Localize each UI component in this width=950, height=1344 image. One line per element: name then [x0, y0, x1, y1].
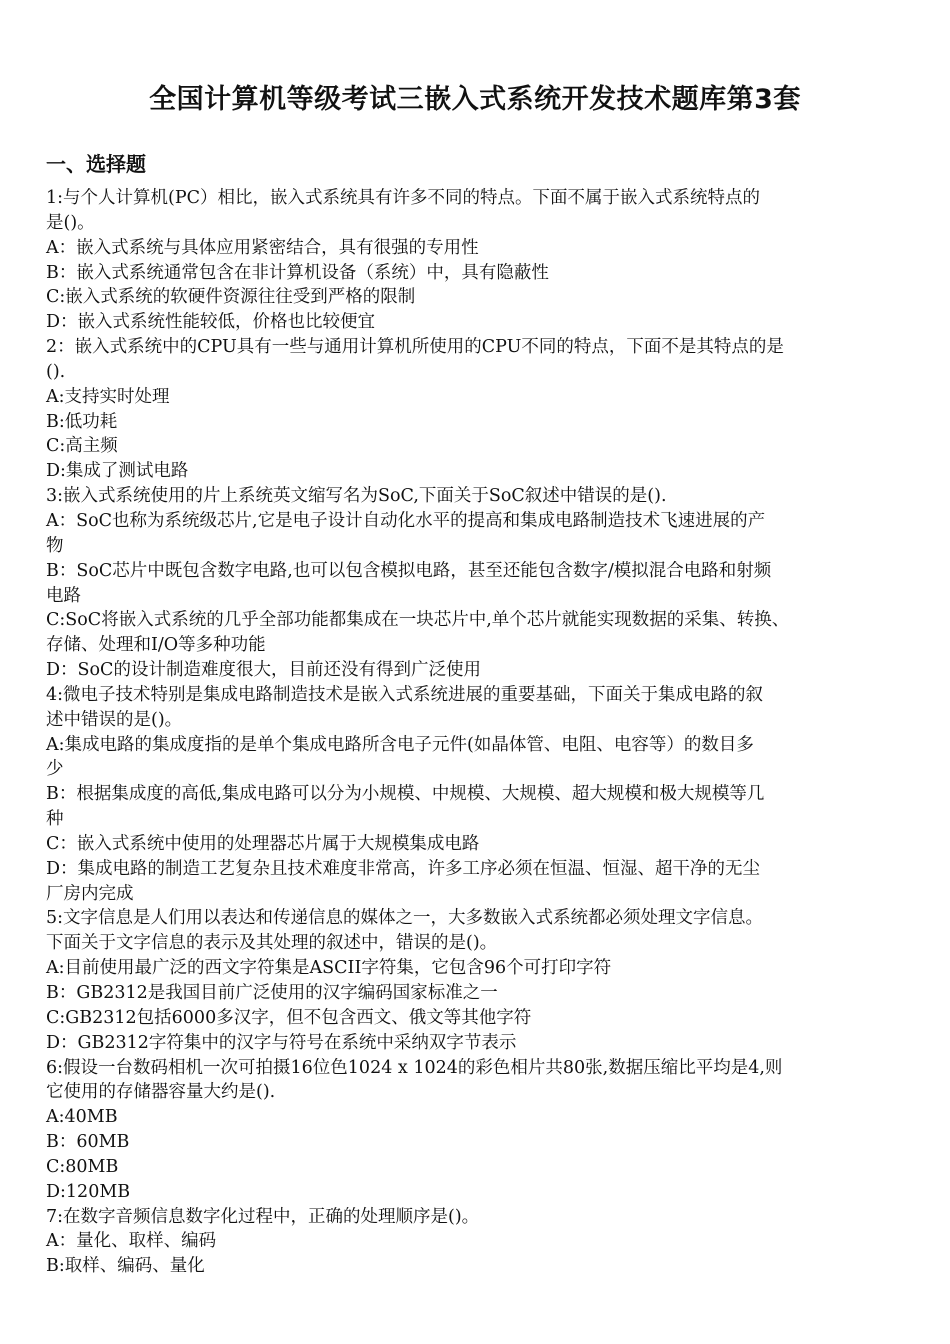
- text-line: 1:与个人计算机(PC）相比，嵌入式系统具有许多不同的特点。下面不属于嵌入式系统特点的: [46, 188, 761, 208]
- text-line: C:SoC将嵌入式系统的几乎全部功能都集成在一块芯片中,单个芯片就能实现数据的采集、转换、: [46, 610, 790, 631]
- text-line: D：集成电路的制造工艺复杂且技术难度非常高，许多工序必须在恒温、恒湿、超干净的无尘: [46, 858, 761, 879]
- text-line: D：SoC的设计制造难度很大，目前还没有得到广泛使用: [46, 660, 481, 681]
- text-line: 存储、处理和I/O等多种功能: [46, 635, 266, 656]
- text-line: D:120MB: [46, 1181, 131, 1202]
- document-title: 全国计算机等级考试三嵌入式系统开发技术题库第3套: [149, 84, 801, 115]
- text-line: A：SoC也称为系统级芯片,它是电子设计自动化水平的提高和集成电路制造技术飞速进展的产: [46, 510, 766, 531]
- text-line: B：60MB: [46, 1132, 130, 1153]
- text-line: 7:在数字音频信息数字化过程中，正确的处理顺序是()。: [46, 1206, 480, 1227]
- text-line: ().: [46, 361, 66, 382]
- text-line: A:支持实时处理: [46, 386, 170, 407]
- text-line: 述中错误的是()。: [46, 709, 183, 730]
- text-line: B：GB2312是我国目前广泛使用的汉字编码国家标准之一: [46, 983, 498, 1003]
- text-line: 少: [46, 759, 64, 780]
- text-line: C:80MB: [46, 1156, 119, 1177]
- text-line: 2：嵌入式系统中的CPU具有一些与通用计算机所使用的CPU不同的特点，下面不是其特点的是: [46, 337, 784, 358]
- text-line: D:集成了测试电路: [46, 461, 189, 482]
- text-line: A：嵌入式系统与具体应用紧密结合，具有很强的专用性: [46, 237, 479, 258]
- text-line: D：嵌入式系统性能较低，价格也比较便宜: [46, 312, 376, 333]
- text-line: 3:嵌入式系统使用的片上系统英文缩写名为SoC,下面关于SoC叙述中错误的是().: [46, 486, 667, 507]
- text-line: C:嵌入式系统的软硬件资源往往受到严格的限制: [46, 287, 416, 308]
- text-line: B：SoC芯片中既包含数字电路,也可以包含模拟电路，甚至还能包含数字/模拟混合电路和射频: [46, 560, 772, 581]
- text-line: 种: [46, 809, 64, 830]
- text-line: D：GB2312字符集中的汉字与符号在系统中采纳双字节表示: [46, 1032, 517, 1053]
- text-line: B：根据集成度的高低,集成电路可以分为小规模、中规模、大规模、超大规模和极大规模等几: [46, 784, 765, 805]
- text-line: C：嵌入式系统中使用的处理器芯片属于大规模集成电路: [46, 833, 480, 854]
- text-line: 5:文字信息是人们用以表达和传递信息的媒体之一，大多数嵌入式系统都必须处理文字信息。: [46, 908, 764, 929]
- text-line: 4:微电子技术特别是集成电路制造技术是嵌入式系统进展的重要基础，下面关于集成电路的叙: [46, 684, 764, 705]
- text-line: C:GB2312包括6000多汉字，但不包含西文、俄文等其他字符: [46, 1007, 532, 1028]
- text-line: C:高主频: [46, 436, 118, 457]
- text-line: A:40MB: [46, 1107, 118, 1128]
- text-line: B:低功耗: [46, 411, 118, 432]
- text-line: 下面关于文字信息的表示及其处理的叙述中，错误的是()。: [46, 933, 498, 954]
- text-line: B：嵌入式系统通常包含在非计算机设备（系统）中，具有隐蔽性: [46, 262, 549, 283]
- question-list: [46, 186, 916, 1279]
- text-line: B:取样、编码、量化: [46, 1256, 205, 1277]
- text-line: A：量化、取样、编码: [46, 1231, 217, 1252]
- text-line: 厂房内完成: [46, 883, 134, 904]
- text-line: A:集成电路的集成度指的是单个集成电路所含电子元件(如晶体管、电阻、电容等）的数目多: [46, 734, 754, 755]
- text-line: 物: [46, 535, 64, 556]
- text-line: 电路: [46, 585, 81, 606]
- text-line: 6:假设一台数码相机一次可拍摄16位色1024 x 1024的彩色相片共80张,数据压缩比平均是4,则: [46, 1057, 783, 1078]
- text-line: 它使用的存储器容量大约是().: [46, 1082, 276, 1103]
- text-line: A:目前使用最广泛的西文字符集是ASCII字符集，它包含96个可打印字符: [46, 958, 612, 979]
- text-line: 是()。: [46, 212, 95, 233]
- section-heading: 一、选择题: [46, 152, 146, 176]
